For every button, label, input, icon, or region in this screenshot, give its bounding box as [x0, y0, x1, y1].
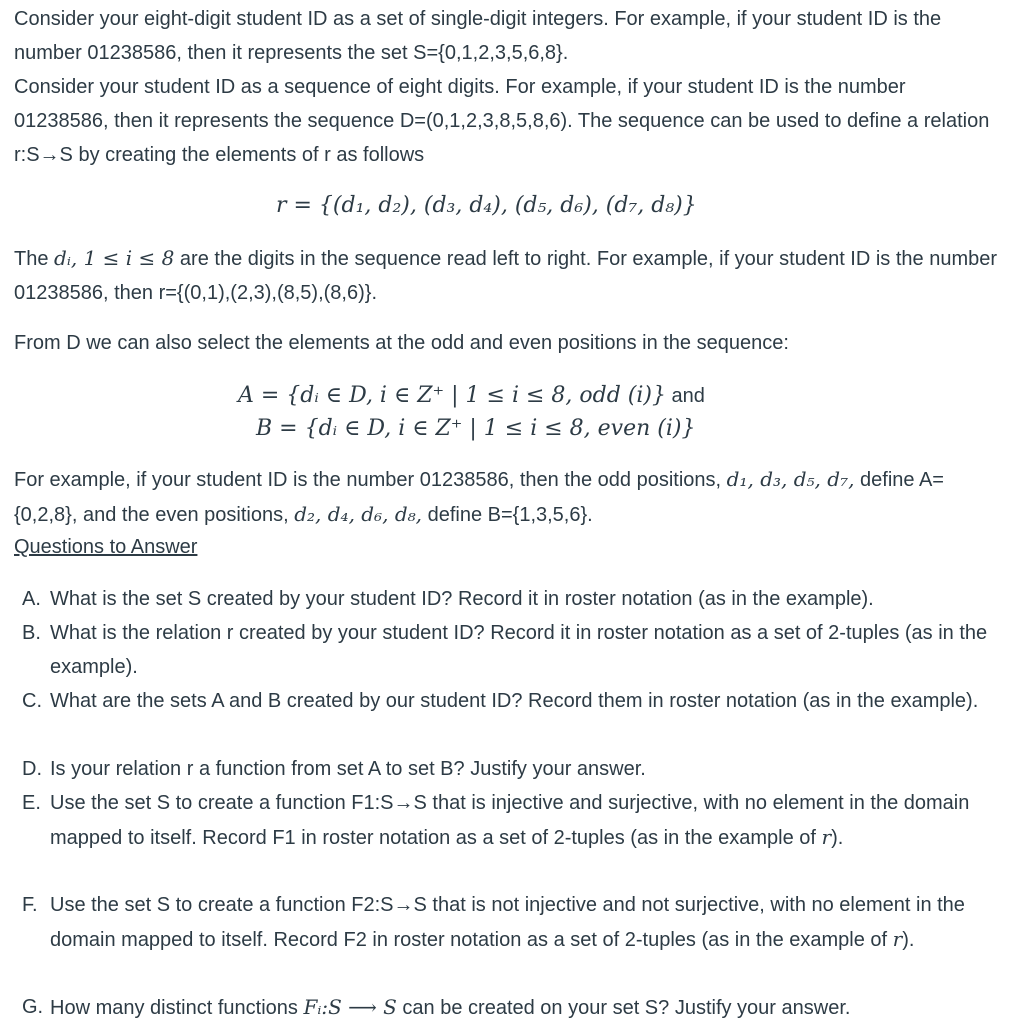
odd-even-lead: For example, if your student ID is the number 01238586, then the odd positions, [14, 469, 727, 491]
odd-positions-math: d₁, d₃, d₅, d₇, [726, 467, 855, 491]
question-f [22, 888, 1002, 957]
even-define-text: define B={1,3,5,6}. [422, 504, 593, 526]
relation-r-equation: r = {(d₁, d₂), (d₃, d₄), (d₅, d₆), (d₇, d₈)} [276, 193, 697, 218]
question-c [22, 684, 1002, 718]
question-text: Use the set S to create a function F1:S→S that is injective and surjective, with no element in the domain mapped to itself. Record F1 in roster notation as a set of 2-tuples (as in the example of [50, 792, 970, 849]
question-letter: F. [22, 894, 38, 916]
question-letter: B. [22, 622, 41, 644]
question-tail: ). [902, 929, 915, 951]
question-letter: E. [22, 792, 41, 814]
question-d [22, 752, 1002, 786]
digits-explanation-text: are the digits in the sequence read left to right. For example, if your student ID is the number 01238586, then r={(0,1),(2,3),(8,5),(8,6)}. [14, 248, 998, 304]
digits-explanation-paragraph [14, 241, 1004, 310]
question-b [22, 616, 1002, 684]
intro-paragraph-sequence: Consider your student ID as a sequence of eight digits. For example, if your student ID is the number 01238586, then it represents the sequence D=(0,1,2,3,8,5,8,6). The sequence can be used to define a relation r:S→S by creating the elements of r as follows [14, 76, 990, 166]
question-letter: D. [22, 758, 42, 780]
select-positions-paragraph: From D we can also select the elements at the odd and even positions in the sequence: [14, 332, 789, 354]
digits-explanation-lead: The [14, 248, 55, 270]
question-letter: G. [22, 996, 44, 1018]
question-math: Fᵢ:S ⟶ S [303, 995, 397, 1019]
question-e [22, 786, 1002, 855]
question-g [22, 990, 1002, 1025]
question-text: Use the set S to create a function F2:S→S that is not injective and not surjective, with no element in the domain mapped to itself. Record F2 in roster notation as a set of 2-tuples (as in the example of [50, 894, 965, 951]
odd-define-text: define A={0,2,8}, and the even positions, [14, 469, 944, 526]
question-body [22, 786, 1002, 855]
set-a-definition [238, 378, 705, 413]
question-tail: ). [831, 827, 844, 849]
question-text: How many distinct functions [50, 997, 304, 1019]
question-text: What is the set S created by your student ID? Record it in roster notation (as in the example). [50, 588, 874, 610]
digits-range-math: dᵢ, 1 ≤ i ≤ 8 [54, 246, 175, 270]
question-body [22, 990, 1002, 1025]
question-letter: C. [22, 690, 42, 712]
question-a [22, 582, 1002, 616]
even-positions-math: d₂, d₄, d₆, d₈, [294, 502, 423, 526]
and-word: and [666, 385, 705, 407]
question-math: r [821, 825, 832, 849]
set-b-equation: B = {dᵢ ∈ D, i ∈ Z⁺ | 1 ≤ i ≤ 8, even (i)} [256, 416, 696, 441]
odd-even-example-paragraph [14, 462, 1004, 532]
question-text: Is your relation r a function from set A to set B? Justify your answer. [50, 758, 646, 780]
intro-paragraph-set: Consider your eight-digit student ID as a set of single-digit integers. For example, if your student ID is the number 01238586, then it represents the set S={0,1,2,3,5,6,8}. [14, 8, 942, 64]
question-letter: A. [22, 588, 41, 610]
set-a-equation: A = {dᵢ ∈ D, i ∈ Z⁺ | 1 ≤ i ≤ 8, odd (i)} [238, 383, 666, 408]
question-body [22, 888, 1002, 957]
question-math: r [892, 927, 903, 951]
questions-to-answer-link[interactable]: Questions to Answer [14, 536, 198, 558]
question-text: What is the relation r created by your student ID? Record it in roster notation as a set of 2-tuples (as in the example). [50, 622, 988, 678]
question-tail: can be created on your set S? Justify your answer. [396, 997, 851, 1019]
question-text: What are the sets A and B created by our student ID? Record them in roster notation (as in the example). [50, 690, 979, 712]
